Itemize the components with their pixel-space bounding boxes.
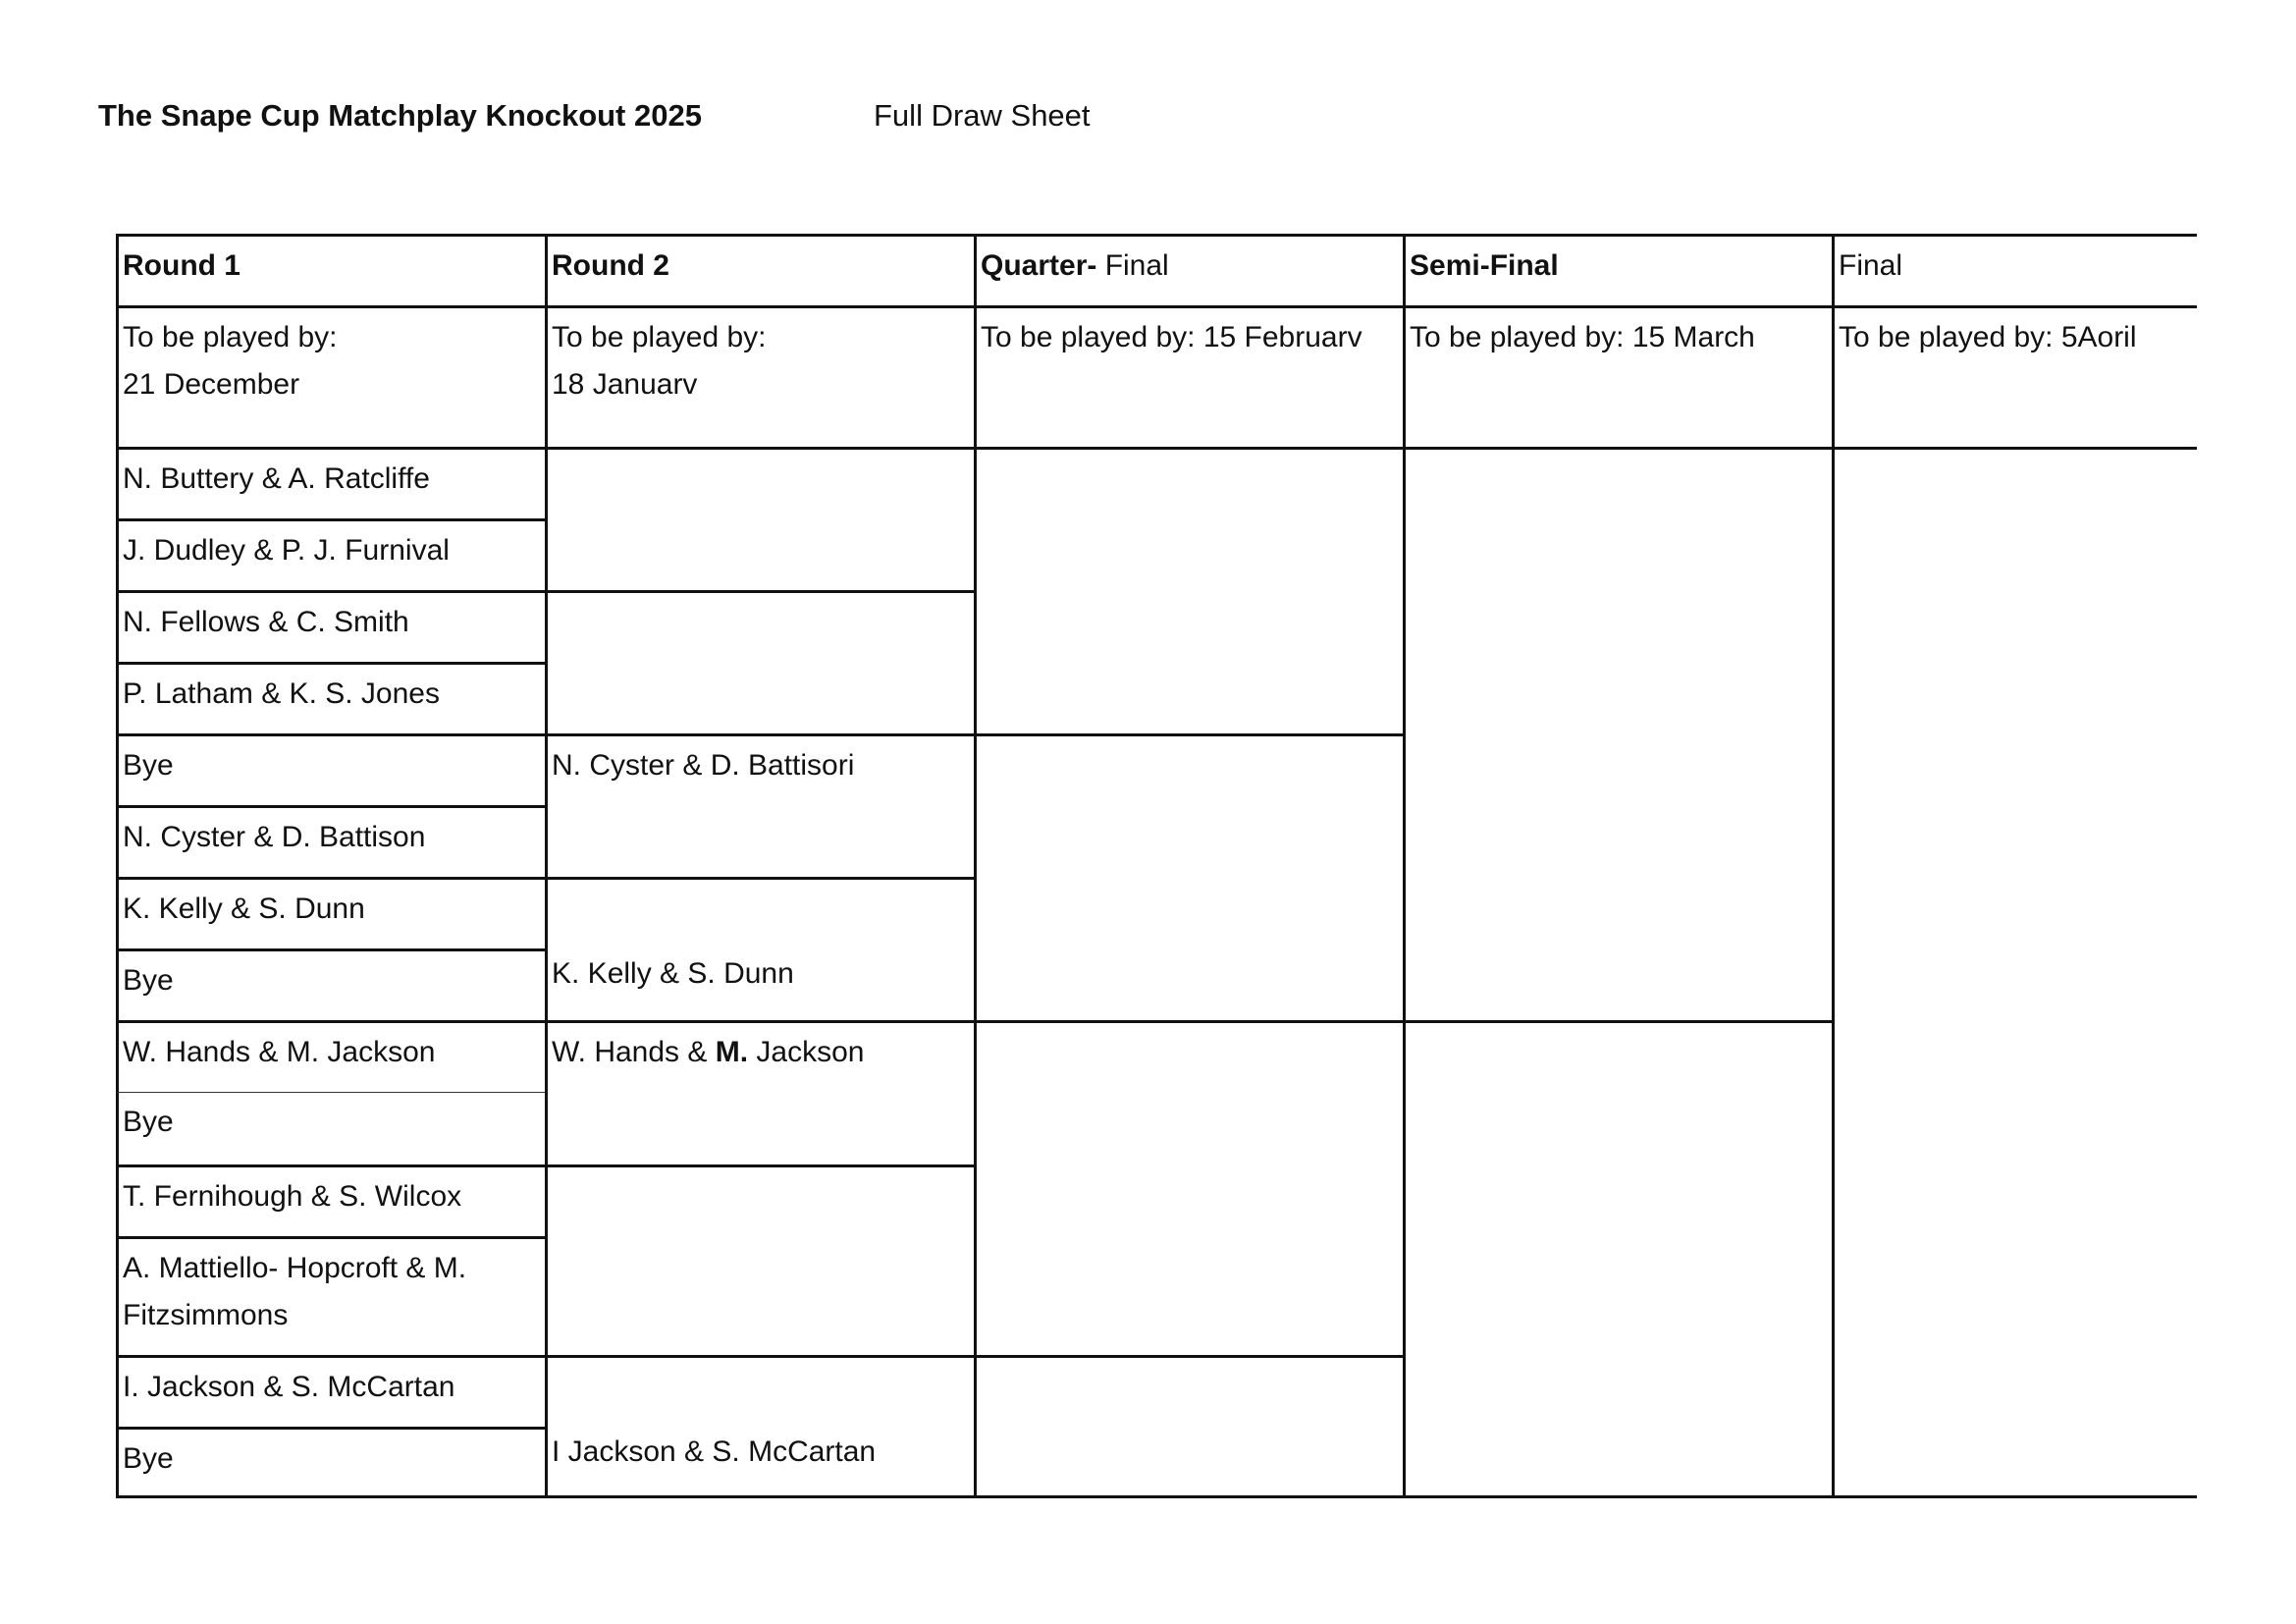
played-by-quarter-final: To be played by: 15 Februarv [974, 305, 1403, 447]
played-by-semi-final: To be played by: 15 March [1403, 305, 1832, 447]
column-header-final: Final [1832, 234, 2197, 305]
round2-slot-1 [545, 447, 974, 590]
sheet-title: The Snape Cup Matchplay Knockout 2025 [98, 98, 702, 133]
round2-slot-5: W. Hands & M. Jackson [545, 1020, 974, 1164]
quarter-final-slot-4 [974, 1355, 1403, 1498]
quarter-final-slot-3 [974, 1020, 1403, 1355]
quarter-final-slot-1 [974, 447, 1403, 733]
round2-slot-3: N. Cyster & D. Battisori [545, 733, 974, 877]
sheet-subtitle: Full Draw Sheet [874, 98, 1091, 133]
column-header-round-2: Round 2 [545, 234, 974, 305]
round1-slot-8: Bye [116, 948, 545, 1020]
quarter-final-slot-2 [974, 733, 1403, 1020]
semi-final-slot-1 [1403, 447, 1832, 1020]
round2-slot-6 [545, 1164, 974, 1355]
round1-slot-5: Bye [116, 733, 545, 805]
round2-slot-7: I Jackson & S. McCartan [545, 1355, 974, 1498]
round1-slot-1: N. Buttery & A. Ratcliffe [116, 447, 545, 518]
round1-slot-7: K. Kelly & S. Dunn [116, 877, 545, 948]
column-round-1 [116, 234, 545, 1498]
played-by-round-2: To be played by: 18 Januarv [545, 305, 974, 447]
final-slot [1832, 447, 2197, 1498]
column-header-round-1: Round 1 [116, 234, 545, 305]
round1-slot-4: P. Latham & K. S. Jones [116, 662, 545, 733]
round1-slot-13: I. Jackson & S. McCartan [116, 1355, 545, 1427]
column-header-semi-final: Semi-Final [1403, 234, 1832, 305]
column-header-quarter-final: Quarter- Final [974, 234, 1403, 305]
played-by-round-1: To be played by: 21 December [116, 305, 545, 447]
round1-slot-9: W. Hands & M. Jackson [116, 1020, 545, 1092]
played-by-final: To be played by: 5Aoril [1832, 305, 2197, 447]
column-quarter-final [974, 234, 1403, 1498]
round1-slot-6: N. Cyster & D. Battison [116, 805, 545, 877]
round2-slot-4: K. Kelly & S. Dunn [545, 877, 974, 1020]
round1-slot-10: Bye [116, 1092, 545, 1164]
sheet-header [98, 98, 1276, 147]
column-round-2 [545, 234, 974, 1498]
round1-slot-3: N. Fellows & C. Smith [116, 590, 545, 662]
semi-final-slot-2 [1403, 1020, 1832, 1498]
column-final [1832, 234, 2197, 1498]
draw-table [116, 234, 2197, 1498]
column-semi-final [1403, 234, 1832, 1498]
round1-slot-14: Bye [116, 1427, 545, 1498]
round1-slot-2: J. Dudley & P. J. Furnival [116, 518, 545, 590]
round1-slot-11: T. Fernihough & S. Wilcox [116, 1164, 545, 1236]
round1-slot-12: A. Mattiello- Hopcroft & M. Fitzsimmons [116, 1236, 545, 1355]
round2-slot-2 [545, 590, 974, 733]
